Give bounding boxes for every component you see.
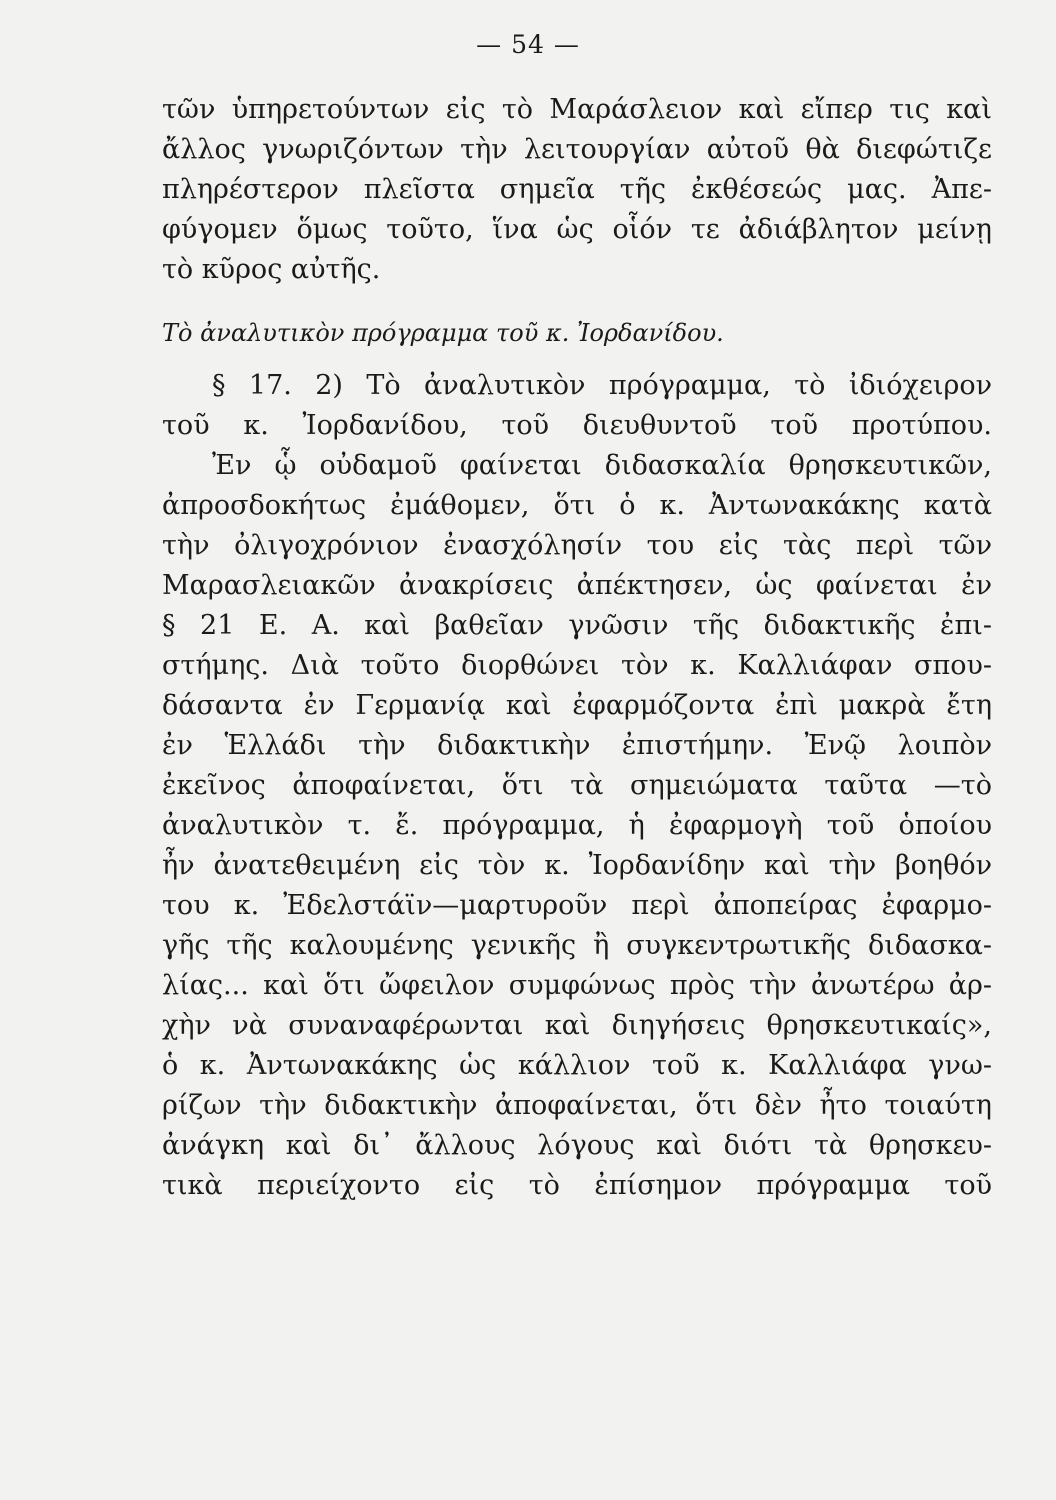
text-line: § 17. 2) Τὸ ἀναλυτικὸν πρόγραμμα, τὸ ἰδιόχειρον — [212, 370, 992, 401]
text-line: λίας... καὶ ὅτι ὤφειλον συμφώνως πρὸς τὴν ἀνωτέρω ἀρ- — [162, 970, 992, 1001]
text-line: δάσαντα ἐν Γερμανίᾳ καὶ ἐφαρμόζοντα ἐπὶ μακρὰ ἔτη — [162, 690, 992, 721]
text-line: Ἐν ᾧ οὐδαμοῦ φαίνεται διδασκαλία θρησκευτικῶν, — [212, 450, 992, 481]
text-line: στήμης. Διὰ τοῦτο διορθώνει τὸν κ. Καλλιάφαν σπου- — [162, 650, 992, 681]
text-line: Μαρασλειακῶν ἀνακρίσεις ἀπέκτησεν, ὡς φαίνεται ἐν — [162, 570, 992, 601]
text-line: χὴν νὰ συναναφέρωνται καὶ διηγήσεις θρησκευτικαίς», — [162, 1010, 992, 1041]
text-line: τοῦ κ. Ἰορδανίδου, τοῦ διευθυντοῦ τοῦ προτύπου. — [162, 410, 992, 441]
text-line: ἀναλυτικὸν τ. ἔ. πρόγραμμα, ἡ ἐφαρμογὴ τοῦ ὁποίου — [162, 810, 992, 841]
text-line: ὁ κ. Ἀντωνακάκης ὡς κάλλιον τοῦ κ. Καλλιάφα γνω- — [162, 1050, 992, 1081]
text-line: ρίζων τὴν διδακτικὴν ἀποφαίνεται, ὅτι δὲν ἦτο τοιαύτη — [162, 1090, 992, 1121]
text-line: § 21 Ε. Α. καὶ βαθεῖαν γνῶσιν τῆς διδακτικῆς ἐπι- — [162, 610, 992, 641]
text-line: ἐν Ἑλλάδι τὴν διδακτικὴν ἐπιστήμην. Ἐνῷ λοιπὸν — [162, 730, 992, 761]
text-line: τικὰ περιείχοντο εἰς τὸ ἐπίσημον πρόγραμμα τοῦ — [162, 1170, 992, 1201]
page-text — [162, 90, 992, 1206]
paragraph-main — [162, 366, 992, 1206]
text-line: ἀνάγκη καὶ δι᾽ ἄλλους λόγους καὶ διότι τὰ θρησκευ- — [162, 1130, 992, 1161]
page-number: — 54 — — [476, 30, 580, 59]
text-line: ἦν ἀνατεθειμένη εἰς τὸν κ. Ἰορδανίδην καὶ τὴν βοηθόν — [162, 850, 992, 881]
text-line: πληρέστερον πλεῖστα σημεῖα τῆς ἐκθέσεώς μας. Ἀπε- — [162, 174, 992, 205]
text-line: γῆς τῆς καλουμένης γενικῆς ἢ συγκεντρωτικῆς διδασκα- — [162, 930, 992, 961]
paragraph-intro — [162, 90, 992, 290]
text-line: του κ. Ἐδελστάϊν—μαρτυροῦν περὶ ἀποπείρας ἐφαρμο- — [162, 890, 992, 921]
text-line: φύγομεν ὅμως τοῦτο, ἵνα ὡς οἷόν τε ἀδιάβλητον μείνῃ — [162, 214, 992, 245]
text-line: ἐκεῖνος ἀποφαίνεται, ὅτι τὰ σημειώματα ταῦτα —τὸ — [162, 770, 992, 801]
text-line: ἀπροσδοκήτως ἐμάθομεν, ὅτι ὁ κ. Ἀντωνακάκης κατὰ — [162, 490, 992, 521]
text-line: τῶν ὑπηρετούντων εἰς τὸ Μαράσλειον καὶ εἴπερ τις καὶ — [162, 94, 992, 125]
text-line: ἄλλος γνωριζόντων τὴν λειτουργίαν αὐτοῦ θὰ διεφώτιζε — [162, 134, 992, 165]
text-line: τὸ κῦρος αὐτῆς. — [162, 254, 381, 285]
text-line: τὴν ὀλιγοχρόνιον ἐνασχόλησίν του εἰς τὰς περὶ τῶν — [162, 530, 992, 561]
section-heading: Τὸ ἀναλυτικὸν πρόγραμμα τοῦ κ. Ἰορδανίδου. — [162, 319, 724, 347]
